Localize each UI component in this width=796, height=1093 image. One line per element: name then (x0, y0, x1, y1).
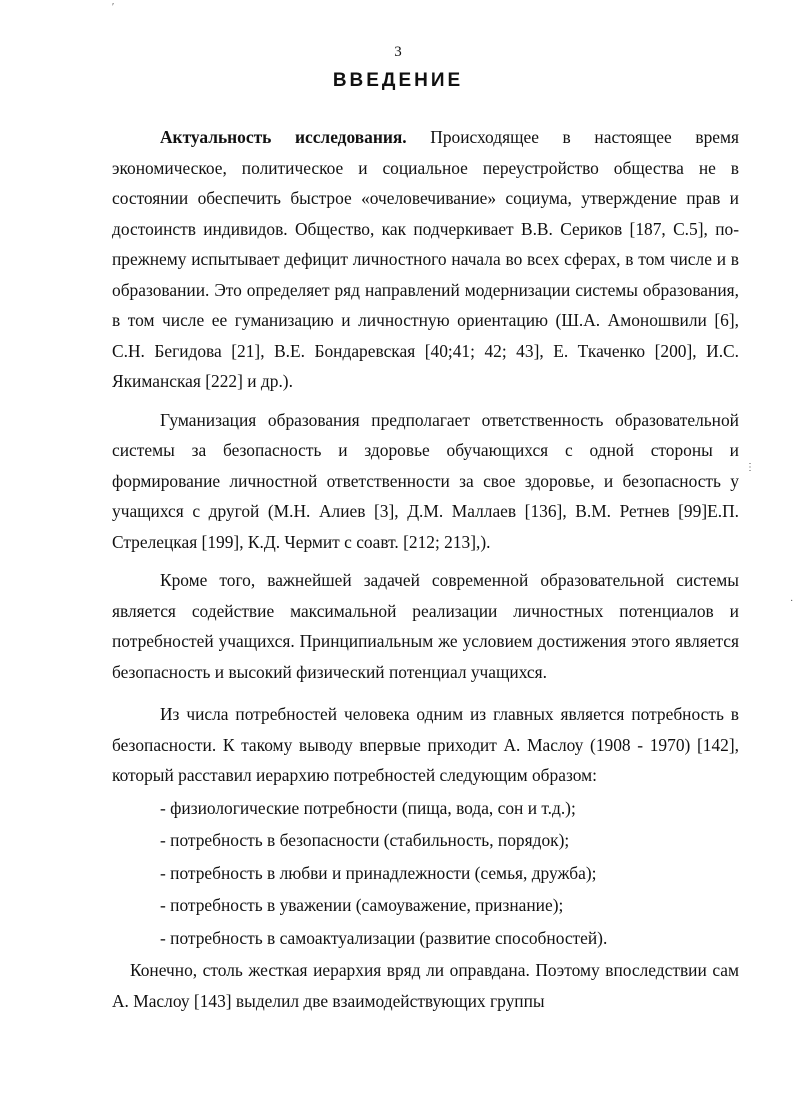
paragraph-conclusion: Конечно, столь жесткая иерархия вряд ли оправдана. Поэтому впоследствии сам А. Маслоу [143] выделил две взаимодействующих группы (112, 960, 739, 1011)
scan-speck: ⋮ (745, 462, 755, 473)
list-item: - потребность в самоактуализации (развитие способностей). (160, 927, 608, 948)
paragraph-tasks: Кроме того, важнейшей задачей современной образовательной системы является содействие максимальной реализации личностных потенциалов и потребностей учащихся. Принципиальным же условием достижения этого является безопасность и высокий физический потенциал учащихся. (112, 570, 739, 682)
paragraph-lead: Актуальность исследования. (160, 127, 407, 147)
list-item: - потребность в безопасности (стабильность, порядок); (160, 830, 570, 850)
scan-speck: · (790, 596, 794, 607)
needs-list (112, 793, 739, 954)
list-item: - физиологические потребности (пища, вода, сон и т.д.); (160, 797, 576, 818)
paragraph-relevance (112, 122, 739, 397)
page-number: 3 (394, 44, 402, 60)
list-item: - потребность в любви и принадлежности (семья, дружба); (160, 862, 597, 883)
page-title: ВВЕДЕНИЕ (332, 70, 464, 91)
document-body (112, 122, 739, 1016)
list-item: - потребность в уважении (самоуважение, признание); (160, 895, 564, 915)
paragraph-maslow: Из числа потребностей человека одним из главных является потребность в безопасности. К такому выводу впервые приходит А. Маслоу (1908 - 1970) [142], который расставил иерархию потребностей следующим образом: (112, 704, 739, 785)
paragraph-humanization: Гуманизация образования предполагает ответственность образовательной системы за безопасность и здоровье обучающихся с одной стороны и формирование личностной ответственности за свое здоровье, и безопасность у учащихся с другой (М.Н. Алиев [3], Д.М. Маллаев [136], В.М. Ретнев [99]Е.П. Стрелецкая [199], К.Д. Чермит с соавт. [212; 213],). (112, 409, 739, 552)
scan-speck: ′ (112, 2, 115, 13)
paragraph-text: Происходящее в настоящее время экономическое, политическое и социальное переустройство общества не в состоянии обеспечить быстрое «очеловечивание» социума, утверждение прав и достоинств индивидов. Общество, как подчеркивает В.В. Сериков [187, С.5], по-прежнему испытывает дефицит личностного начала во всех сферах, в том числе и в образовании. Это определяет ряд направлений модернизации системы образования, в том числе ее гуманизацию и личностную ориентацию (Ш.А. Амоношвили [6], С.Н. Бегидова [21], В.Е. Бондаревская [40;41; 42; 43], Е. Ткаченко [200], И.С. Якиманская [222] и др.). (112, 127, 739, 391)
